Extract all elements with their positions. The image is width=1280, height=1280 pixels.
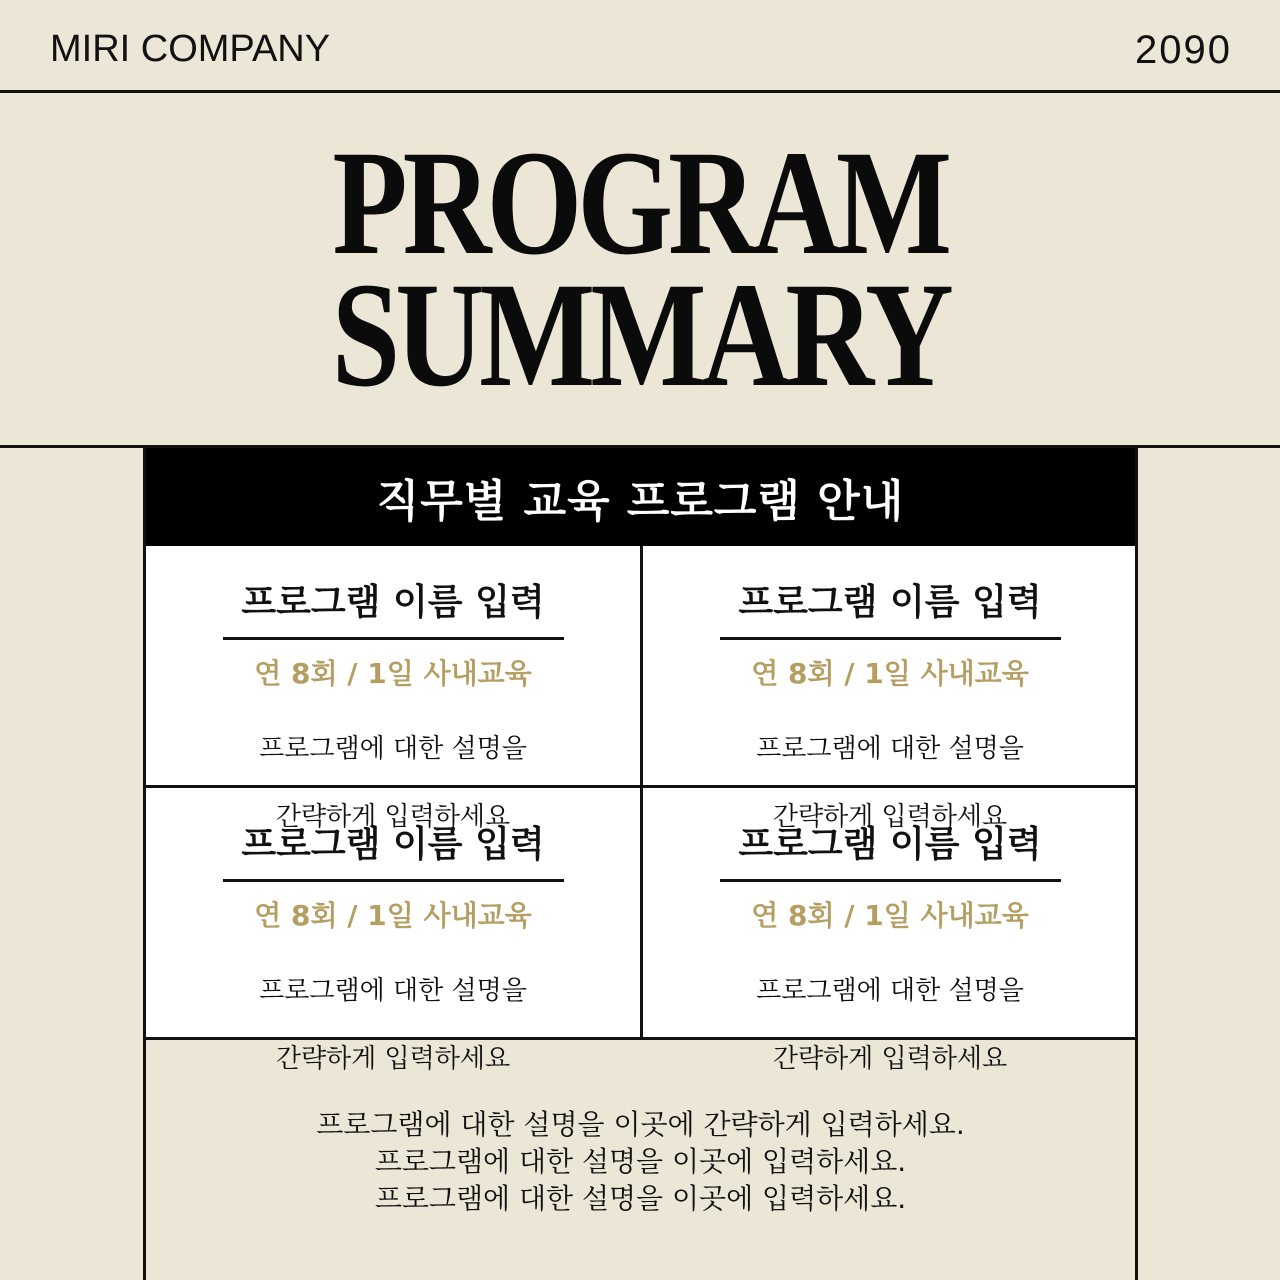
- program-schedule: 연 8회 / 1일 사내교육: [254, 657, 532, 690]
- year-label: 2090: [1135, 28, 1232, 72]
- program-grid: [146, 546, 1135, 1074]
- program-description-line: 프로그램에 대한 설명을: [756, 976, 1024, 1006]
- footer-line: 프로그램에 대한 설명을 이곳에 입력하세요.: [374, 1145, 907, 1178]
- program-card: [146, 546, 640, 832]
- program-card: [643, 788, 1137, 1074]
- program-name: 프로그램 이름 입력: [720, 816, 1061, 882]
- program-description-line: 프로그램에 대한 설명을: [756, 734, 1024, 764]
- company-name: MIRI COMPANY: [50, 28, 331, 70]
- title-line-2: SUMMARY: [331, 252, 949, 418]
- program-card: [643, 546, 1137, 832]
- program-description-line: 프로그램에 대한 설명을: [259, 976, 527, 1006]
- footer-description: [146, 1106, 1135, 1217]
- program-schedule: 연 8회 / 1일 사내교육: [254, 899, 532, 932]
- program-description-line: 간략하게 입력하세요: [275, 1044, 511, 1074]
- program-schedule: 연 8회 / 1일 사내교육: [751, 899, 1029, 932]
- program-description-line: 간략하게 입력하세요: [772, 1044, 1008, 1074]
- program-description: [756, 940, 1024, 1110]
- footer-line: 프로그램에 대한 설명을 이곳에 간략하게 입력하세요.: [316, 1108, 965, 1141]
- program-description-line: 간략하게 입력하세요: [772, 802, 1008, 832]
- footer-line: 프로그램에 대한 설명을 이곳에 입력하세요.: [374, 1182, 907, 1215]
- program-schedule: 연 8회 / 1일 사내교육: [751, 657, 1029, 690]
- title-line-1: PROGRAM: [332, 120, 948, 286]
- header-bar: [0, 0, 1280, 93]
- program-description-line: 간략하게 입력하세요: [275, 802, 511, 832]
- panel-heading: 직무별 교육 프로그램 안내: [146, 448, 1135, 546]
- page-title: [0, 93, 1280, 448]
- program-panel: [143, 448, 1138, 1280]
- program-name: 프로그램 이름 입력: [720, 574, 1061, 640]
- program-card: [146, 788, 640, 1074]
- program-name: 프로그램 이름 입력: [223, 816, 564, 882]
- program-description-line: 프로그램에 대한 설명을: [259, 734, 527, 764]
- program-description: [259, 940, 527, 1110]
- program-name: 프로그램 이름 입력: [223, 574, 564, 640]
